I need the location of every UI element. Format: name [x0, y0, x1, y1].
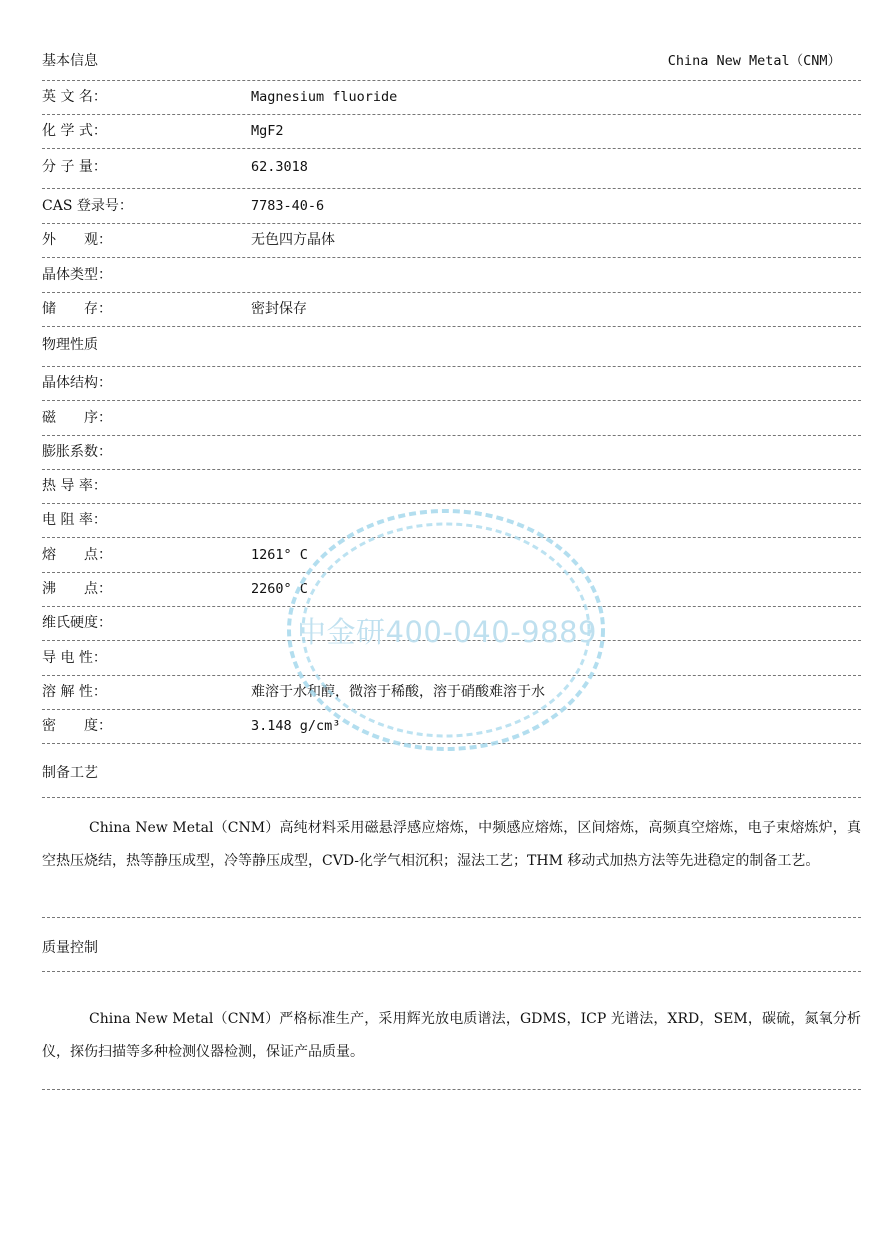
row-cas: [42, 189, 861, 224]
row-label: 储 存：: [42, 301, 112, 317]
row-value: 难溶于水和醇，微溶于稀酸，溶于硝酸难溶于水: [251, 684, 545, 700]
row-molecular-weight: [42, 149, 861, 189]
section-title-quality: 质量控制: [42, 940, 98, 956]
row-label: 导 电 性：: [42, 650, 107, 666]
header-row: [42, 46, 861, 81]
row-label: 化 学 式：: [42, 123, 107, 139]
row-label: 膨胀系数：: [42, 444, 112, 460]
brand-name: China New Metal（CNM）: [667, 53, 841, 69]
row-crystal-type: [42, 258, 861, 293]
row-crystal-structure: [42, 367, 861, 401]
row-label: 分 子 量：: [42, 159, 107, 175]
row-appearance: [42, 224, 861, 258]
row-value: 7783-40-6: [251, 198, 325, 214]
row-label: 热 导 率：: [42, 478, 107, 494]
row-label: 维氏硬度：: [42, 615, 112, 631]
row-value: MgF2: [251, 123, 284, 139]
row-magnetic-order: [42, 401, 861, 436]
row-formula: [42, 115, 861, 149]
row-value: 无色四方晶体: [251, 232, 335, 248]
row-label: 晶体结构：: [42, 375, 112, 391]
row-value: 2260° C: [251, 581, 308, 597]
row-label: 英 文 名：: [42, 89, 107, 105]
section-title-physical: 物理性质: [42, 337, 98, 353]
row-label: 熔 点：: [42, 547, 112, 563]
divider-process-end: [42, 880, 861, 918]
quality-paragraph: China New Metal（CNM）严格标准生产，采用辉光放电质谱法，GDMS，ICP 光谱法，XRD，SEM，碳硫，氮氧分析仪，探伤扫描等多种检测仪器检测，保证产品质量。: [42, 1011, 861, 1060]
section-title-basic: 基本信息: [42, 53, 98, 69]
row-value: 3.148 g/cm³: [251, 718, 341, 734]
row-label: 外 观：: [42, 232, 112, 248]
row-label: 电 阻 率：: [42, 512, 107, 528]
process-paragraph: China New Metal（CNM）高纯材料采用磁悬浮感应熔炼，中频感应熔炼，区间熔炼，高频真空熔炼，电子束熔炼炉，真空热压烧结，热等静压成型，冷等静压成型，CVD-化学气相沉积；湿法工艺；THM 移动式加热方法等先进稳定的制备工艺。: [42, 820, 861, 869]
row-value: 1261° C: [251, 547, 308, 563]
row-label: 晶体类型：: [42, 267, 112, 283]
row-value: 62.3018: [251, 159, 308, 175]
row-value: 密封保存: [251, 301, 307, 317]
row-label: CAS 登录号：: [42, 198, 133, 214]
row-storage: [42, 293, 861, 327]
divider-quality-end: [42, 1060, 861, 1090]
section-title-process: 制备工艺: [42, 765, 98, 781]
row-english-name: [42, 81, 861, 115]
watermark-text: 中金研400-040-9889: [297, 615, 597, 649]
row-label: 沸 点：: [42, 581, 112, 597]
row-expansion: [42, 436, 861, 470]
section-physical: [42, 327, 861, 367]
row-thermal-conductivity: [42, 470, 861, 504]
section-quality: [42, 918, 861, 972]
row-label: 磁 序：: [42, 410, 112, 426]
row-value: Magnesium fluoride: [251, 89, 398, 105]
row-label: 密 度：: [42, 718, 112, 734]
row-label: 溶 解 性：: [42, 684, 107, 700]
